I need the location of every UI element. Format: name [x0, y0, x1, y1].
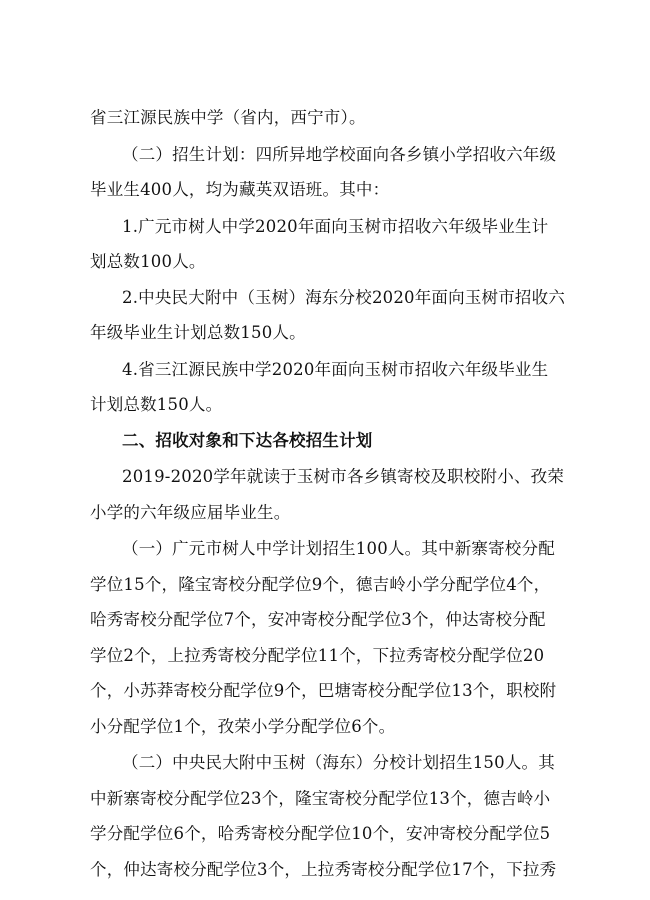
- text-line: 省三江源民族中学（省内，西宁市）。: [90, 108, 366, 127]
- text-line: 2019-2020学年就读于玉树市各乡镇寄校及职校附小、孜荣: [122, 467, 565, 486]
- text-line: 小分配学位1个，孜荣小学分配学位6个。: [90, 717, 396, 736]
- text-line-recruitment-plan: （二）招生计划：四所异地学校面向各乡镇小学招收六年级: [122, 145, 557, 164]
- subsection-1-line: （一）广元市树人中学计划招生100人。其中新寨寄校分配: [122, 539, 555, 558]
- list-item-1: 1.广元市树人中学2020年面向玉树市招收六年级毕业生计: [122, 217, 549, 236]
- text-line: 学位15个，隆宝寄校分配学位9个，德吉岭小学分配学位4个，: [90, 575, 551, 594]
- text-line: 个，小苏莽寄校分配学位9个，巴塘寄校分配学位13个，职校附: [90, 681, 557, 700]
- text-line: 学位2个，上拉秀寄校分配学位11个，下拉秀寄校分配学位20: [90, 646, 545, 665]
- text-line: 学分配学位6个，哈秀寄校分配学位10个，安冲寄校分配学位5: [90, 824, 551, 843]
- text-line: 毕业生400人，均为藏英双语班。其中：: [90, 180, 390, 199]
- section-heading: 二、招收对象和下达各校招生计划: [122, 431, 373, 450]
- text-line: 哈秀寄校分配学位7个，安冲寄校分配学位3个，仲达寄校分配: [90, 610, 546, 629]
- text-line: 个，仲达寄校分配学位3个，上拉秀寄校分配学位17个，下拉秀: [90, 860, 557, 879]
- text-line: 年级毕业生计划总数150人。: [90, 323, 306, 342]
- list-item-4: 4.省三江源民族中学2020年面向玉树市招收六年级毕业生: [122, 360, 549, 379]
- text-line: 中新寨寄校分配学位23个，隆宝寄校分配学位13个，德吉岭小: [90, 789, 551, 808]
- text-line: 计划总数150人。: [90, 395, 223, 414]
- text-line: 小学的六年级应届毕业生。: [90, 503, 291, 522]
- text-line: 划总数100人。: [90, 252, 206, 271]
- list-item-2: 2.中央民大附中（玉树）海东分校2020年面向玉树市招收六: [122, 288, 566, 307]
- subsection-2-line: （二）中央民大附中玉树（海东）分校计划招生150人。其: [122, 753, 555, 772]
